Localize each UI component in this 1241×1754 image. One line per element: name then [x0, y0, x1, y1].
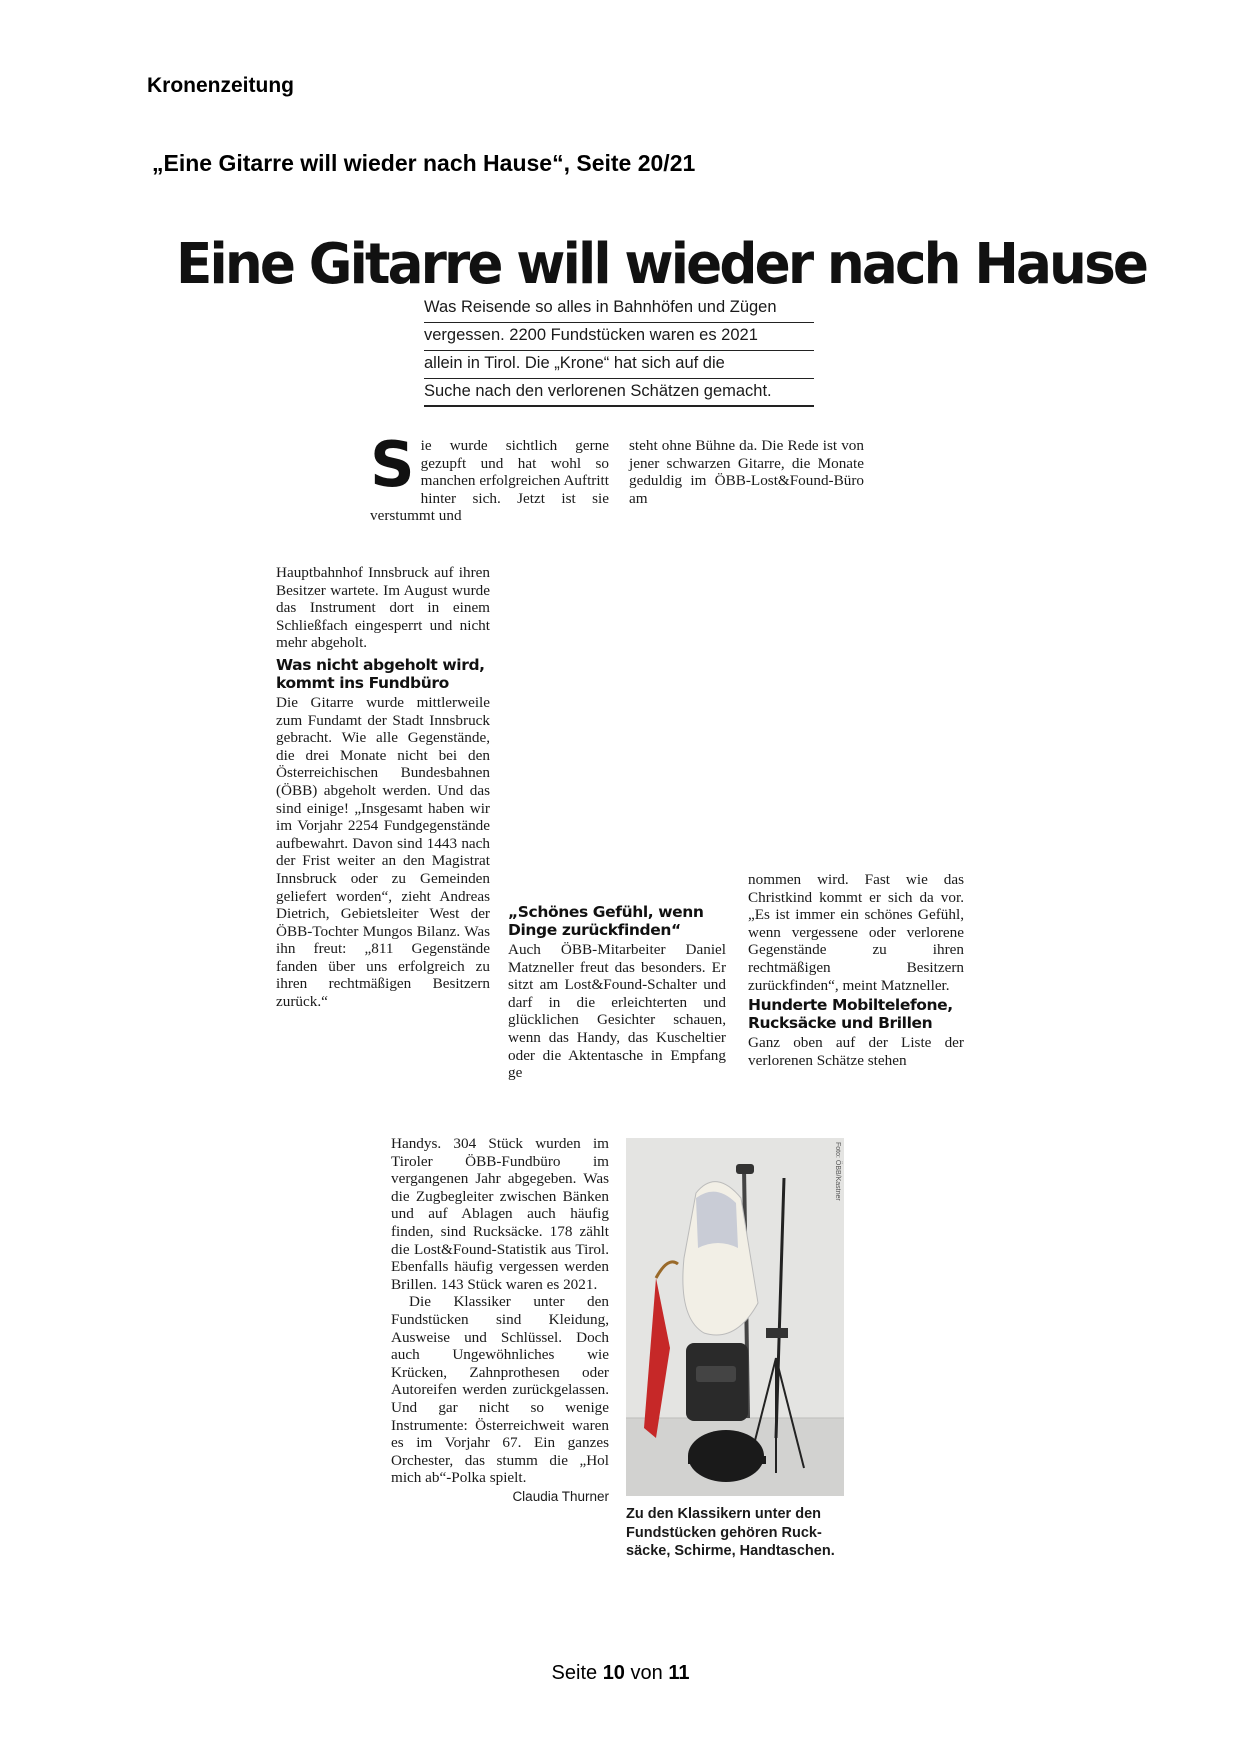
intro-text-right: steht ohne Bühne da. Die Rede ist von jener schwarzen Gitarre, die Monate geduldig im ÖBB-Lost&Found-Büro am [629, 437, 864, 507]
section-subtitle: Was nicht abgeholt wird, kommt ins Fundbüro [276, 655, 485, 692]
intro-left-column [370, 428, 609, 525]
publication-name: Kronenzeitung [147, 74, 294, 97]
paragraph: Handys. 304 Stück wurden im Tiroler ÖBB-Fundbüro im vergangenen Jahr abgegeben. Was die Zugbegleiter zwischen Bänken und auf Ablagen auch häufig finden, sind Rucksäcke. 178 zählt die Lost&Found-Statistik aus Tirol. Ebenfalls häufig vergessen werden Brillen. 143 Stück waren es 2021. [391, 1135, 609, 1293]
article-headline: Eine Gitarre will wieder nach Hause [176, 232, 1147, 297]
text-column-4 [391, 1135, 609, 1504]
paragraph: Die Gitarre wurde mittlerweile zum Fundamt der Stadt Innsbruck gebracht. Wie alle Gegenstände, die drei Monate nicht bei den Österreichischen Bundesbahnen (ÖBB) abgeholt werden. Und das sind einige! „Insgesamt haben wir im Vorjahr 2254 Fundgegenstände aufbewahrt. Davon sind 1443 nach der Frist weiter an den Magistrat Innsbruck oder zu Gemeinden geliefert worden“, zieht Andreas Dietrich, Gebietsleiter West der ÖBB-Tochter Mungos Bilanz. Was ihn freut: „811 Gegenstände fanden über uns erfolgreich zu ihren rechtmäßigen Besitzern zurück.“ [276, 693, 490, 1011]
drop-cap: S [370, 428, 415, 501]
footer-middle: von [630, 1662, 663, 1684]
section-subtitle: „Schönes Gefühl, wenn Dinge zurückfinden“ [508, 903, 704, 939]
paragraph: Ganz oben auf der Liste der verlorenen Schätze stehen [748, 1034, 964, 1069]
subhead-line: vergessen. 2200 Fundstücken waren es 2021 [424, 323, 814, 351]
article-photo [626, 1138, 844, 1496]
article-reference: „Eine Gitarre will wieder nach Hause“, Seite 20/21 [152, 150, 696, 176]
subhead-line: Was Reisende so alles in Bahnhöfen und Zügen [424, 295, 814, 323]
intro-right-column [629, 437, 864, 507]
page-footer [0, 1662, 1241, 1685]
photo-caption: Zu den Klassikern unter den Fundstücken gehören Rucksäcke, Schirme, Handtaschen. [626, 1506, 835, 1559]
current-page-number: 10 [602, 1662, 625, 1684]
paragraph: nommen wird. Fast wie das Christkind kommt er sich da vor. „Es ist immer ein schönes Gefühl, wenn vergessene oder verlorene Gegenstände zu ihren rechtmäßigen Besitzern zurückfinden“, meint Matzneller. [748, 871, 964, 994]
total-page-count: 11 [668, 1662, 690, 1684]
paragraph: Die Klassiker unter den Fundstücken sind Kleidung, Ausweise und Schlüssel. Doch auch Ungewöhnliches wie Krücken, Zahnprothesen oder Autoreifen werden zurückgelassen. Und gar nicht so wenige Instrumente: Österreichweit waren es im Vorjahr 67. Ein ganzes Orchester, das stumm die „Hol mich ab“-Polka spielt. [391, 1293, 609, 1487]
text-column-3 [748, 871, 964, 1069]
article-subhead [424, 295, 814, 407]
paragraph: Auch ÖBB-Mitarbeiter Daniel Matzneller freut das besonders. Er sitzt am Lost&Found-Schalter und darf in die erleichterten und glücklichen Gesichter schauen, wenn das Handy, das Kuscheltier oder die Aktentasche in Empfang ge [508, 941, 726, 1082]
author-byline: Claudia Thurner [512, 1488, 609, 1504]
photo-credit: Foto: ÖBB/Kastner [834, 1142, 841, 1201]
subhead-line: Suche nach den verlorenen Schätzen gemacht. [424, 379, 814, 407]
text-column-2 [508, 901, 726, 1082]
text-column-1 [276, 564, 490, 1011]
paragraph: Hauptbahnhof Innsbruck auf ihren Besitzer wartete. Im August wurde das Instrument dort in einem Schließfach eingesperrt und nicht mehr abgeholt. [276, 564, 490, 652]
lost-items-photo-illustration [626, 1138, 844, 1496]
section-subtitle: Hunderte Mobiltelefone, Rucksäcke und Brillen [748, 996, 953, 1033]
footer-prefix: Seite [551, 1662, 598, 1684]
subhead-line: allein in Tirol. Die „Krone“ hat sich auf die [424, 351, 814, 379]
intro-text-left: ie wurde sichtlich gerne gezupft und hat wohl so manchen erfolgreichen Auftritt hinter sich. Jetzt ist sie verstummt und [370, 437, 609, 525]
